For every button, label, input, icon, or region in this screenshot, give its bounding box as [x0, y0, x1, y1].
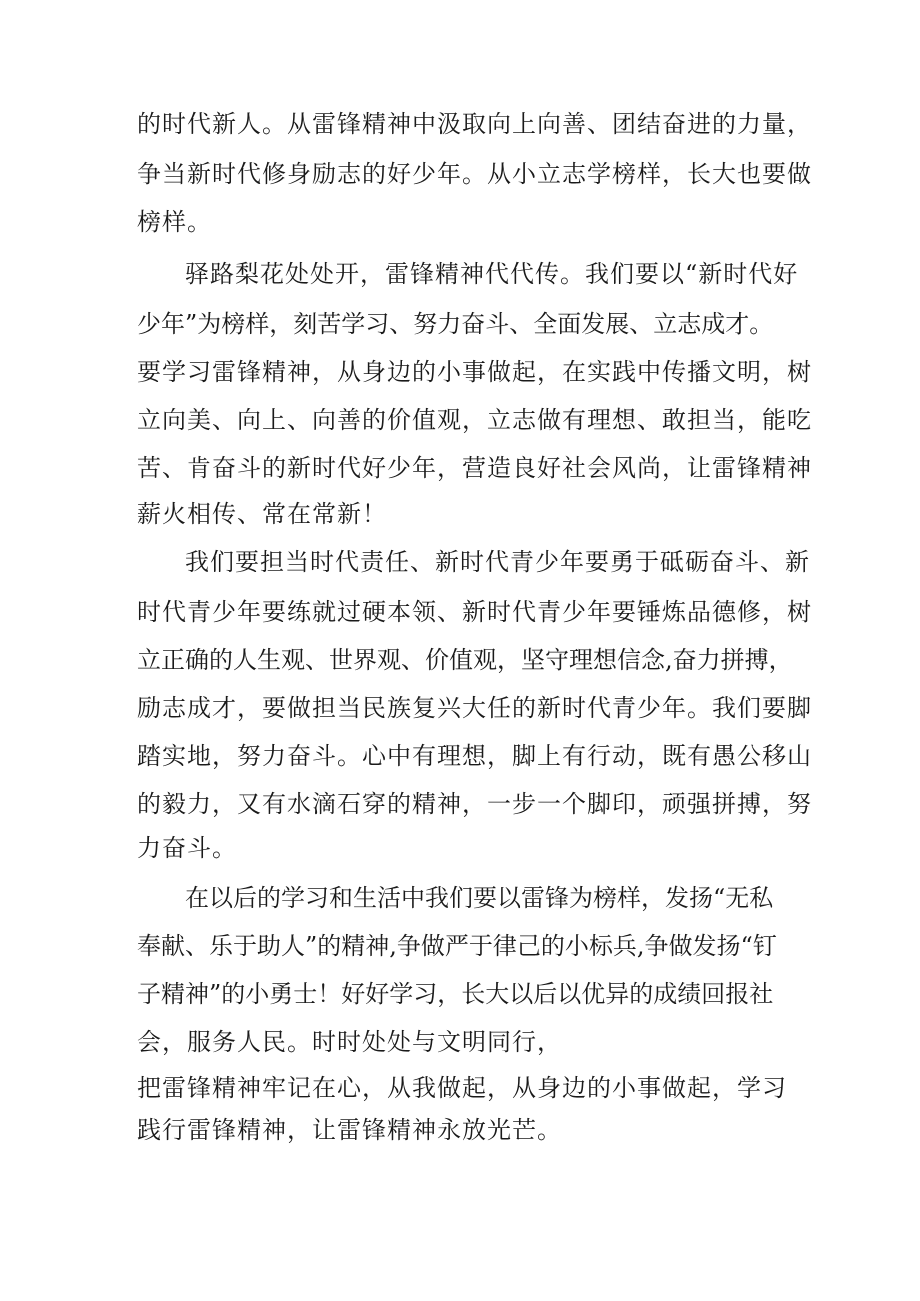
text-line: 奉献、乐于助人”的精神,争做严于律己的小标兵,争做发扬“钉	[137, 932, 777, 960]
text-line: 在以后的学习和生活中我们要以雷锋为榜样，发扬“无私	[185, 884, 774, 912]
text-line: 苦、肯奋斗的新时代好少年，营造良好社会风尚，让雷锋精神	[137, 454, 812, 482]
text-line: 驿路梨花处处开，雷锋精神代代传。我们要以“新时代好	[185, 260, 799, 288]
text-line: 立向美、向上、向善的价值观，立志做有理想、敢担当，能吃	[137, 406, 812, 434]
text-line: 榜样。	[137, 208, 212, 236]
text-line: 力奋斗。	[137, 834, 237, 862]
text-line: 薪火相传、常在常新！	[137, 500, 387, 528]
text-line: 踏实地，努力奋斗。心中有理想，脚上有行动，既有愚公移山	[137, 742, 812, 770]
text-line: 励志成才，要做担当民族复兴大任的新时代青少年。我们要脚	[137, 694, 812, 722]
text-line: 践行雷锋精神，让雷锋精神永放光芒。	[137, 1116, 562, 1144]
text-line: 子精神”的小勇士！好好学习，长大以后以优异的成绩回报社	[137, 980, 774, 1008]
text-line: 把雷锋精神牢记在心，从我做起，从身边的小事做起，学习	[137, 1074, 787, 1102]
text-line: 立正确的人生观、世界观、价值观，坚守理想信念,奋力拼搏，	[137, 646, 793, 674]
text-line: 时代青少年要练就过硬本领、新时代青少年要锤炼品德修，树	[137, 598, 812, 626]
text-line: 我们要担当时代责任、新时代青少年要勇于砥砺奋斗、新	[185, 548, 810, 576]
text-line: 要学习雷锋精神，从身边的小事做起，在实践中传播文明，树	[137, 358, 812, 386]
text-line: 的毅力，又有水滴石穿的精神，一步一个脚印，顽强拼搏，努	[137, 790, 812, 818]
text-line: 少年”为榜样，刻苦学习、努力奋斗、全面发展、立志成才。	[137, 310, 774, 338]
text-line: 的时代新人。从雷锋精神中汲取向上向善、团结奋进的力量，	[137, 110, 812, 138]
text-line: 会，服务人民。时时处处与文明同行，	[137, 1028, 562, 1056]
text-line: 争当新时代修身励志的好少年。从小立志学榜样，长大也要做	[137, 160, 812, 188]
